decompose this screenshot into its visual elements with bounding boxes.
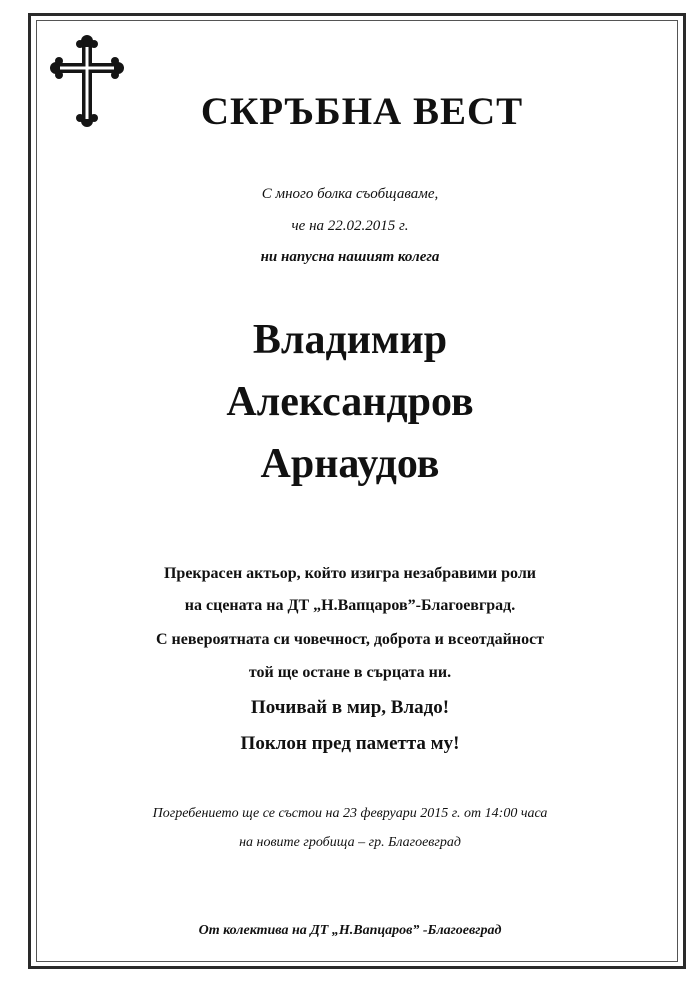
funeral-info-line-2: на новите гробища – гр. Благоевград xyxy=(239,835,461,850)
page-title: СКРЪБНА ВЕСТ xyxy=(200,90,524,133)
tribute-line-2: на сцената на ДТ „Н.Вапцаров”-Благоевград. xyxy=(184,597,516,614)
deceased-first-name: Владимир xyxy=(252,317,448,363)
intro-line-1: С много болка съобщаваме, xyxy=(261,186,439,202)
tribute-line-3: С невероятната си човечност, доброта и всеотдайност xyxy=(155,631,545,648)
intro-line-2: че на 22.02.2015 г. xyxy=(291,218,409,234)
farewell-line-1: Почивай в мир, Владо! xyxy=(250,697,450,718)
signature: От колектива на ДТ „Н.Вапцаров” -Благоевград xyxy=(198,923,502,938)
funeral-info-line-1: Погребението ще се състои на 23 февруари 2015 г. от 14:00 часа xyxy=(152,806,548,821)
deceased-last-name: Арнаудов xyxy=(260,441,440,487)
intro-line-3: ни напусна нашият колега xyxy=(260,249,440,265)
farewell-line-2: Поклон пред паметта му! xyxy=(240,733,460,754)
deceased-middle-name: Александров xyxy=(226,379,474,425)
tribute-line-1: Прекрасен актьор, който изигра незабравими роли xyxy=(163,565,537,582)
tribute-line-4: той ще остане в сърцата ни. xyxy=(248,664,452,681)
